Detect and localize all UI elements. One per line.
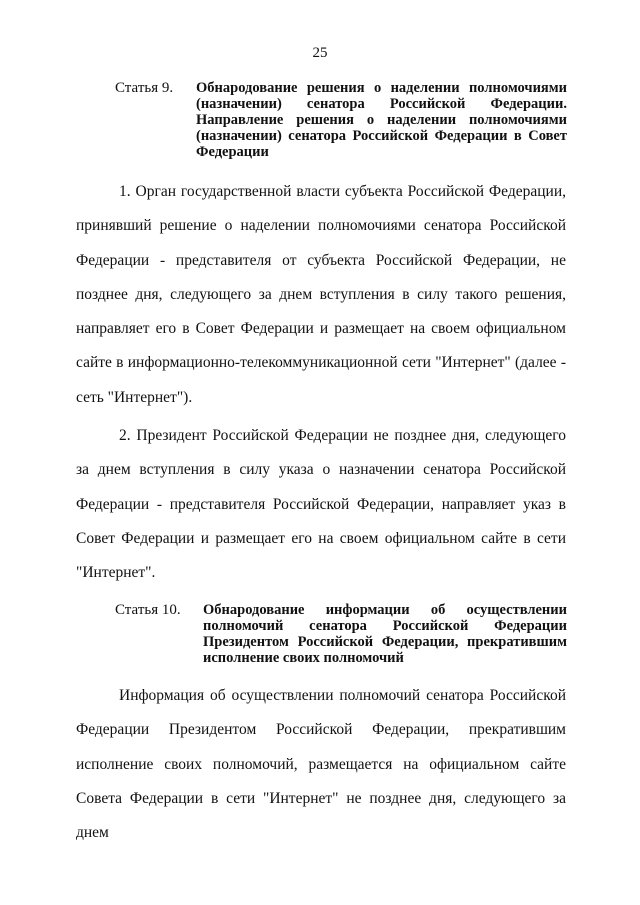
page-number: 25 <box>312 45 328 61</box>
article-10-paragraph-1: Информация об осуществлении полномочий сенатора Российской Федерации Президентом Российской Федерации, прекратившим исполнение своих полномочий, размещается на официальном сайте Совета Федерации в сети "Интернет" не позднее дня, следующего за днем <box>76 687 566 842</box>
article-9-title: Обнародование решения о наделении полномочиями (назначении) сенатора Российской Федерации. Направление решения о наделении полномочиями (назначении) сенатора Российской Федерации в Совет Федерации <box>196 80 567 160</box>
article-10-title: Обнародование информации об осуществлении полномочий сенатора Российской Федерации Президентом Российской Федерации, прекратившим исполнение своих полномочий <box>203 602 567 666</box>
article-9-paragraph-2: 2. Президент Российской Федерации не позднее дня, следующего за днем вступления в силу указа о назначении сенатора Российской Федерации - представителя Российской Федерации, направляет указ в Совет Федерации и размещает его на своем официальном сайте в сети "Интернет". <box>76 427 566 582</box>
article-9-paragraph-1: 1. Орган государственной власти субъекта Российской Федерации, принявший решение о наделении полномочиями сенатора Российской Федерации - представителя от субъекта Российской Федерации, не позднее дня, следующего за днем вступления в силу такого решения, направляет его в Совет Федерации и размещает на своем официальном сайте в информационно-телекоммуникационной сети "Интернет" (далее - сеть "Интернет"). <box>76 183 566 406</box>
article-10-label: Статья 10. <box>115 602 181 618</box>
article-9-label: Статья 9. <box>115 80 174 96</box>
